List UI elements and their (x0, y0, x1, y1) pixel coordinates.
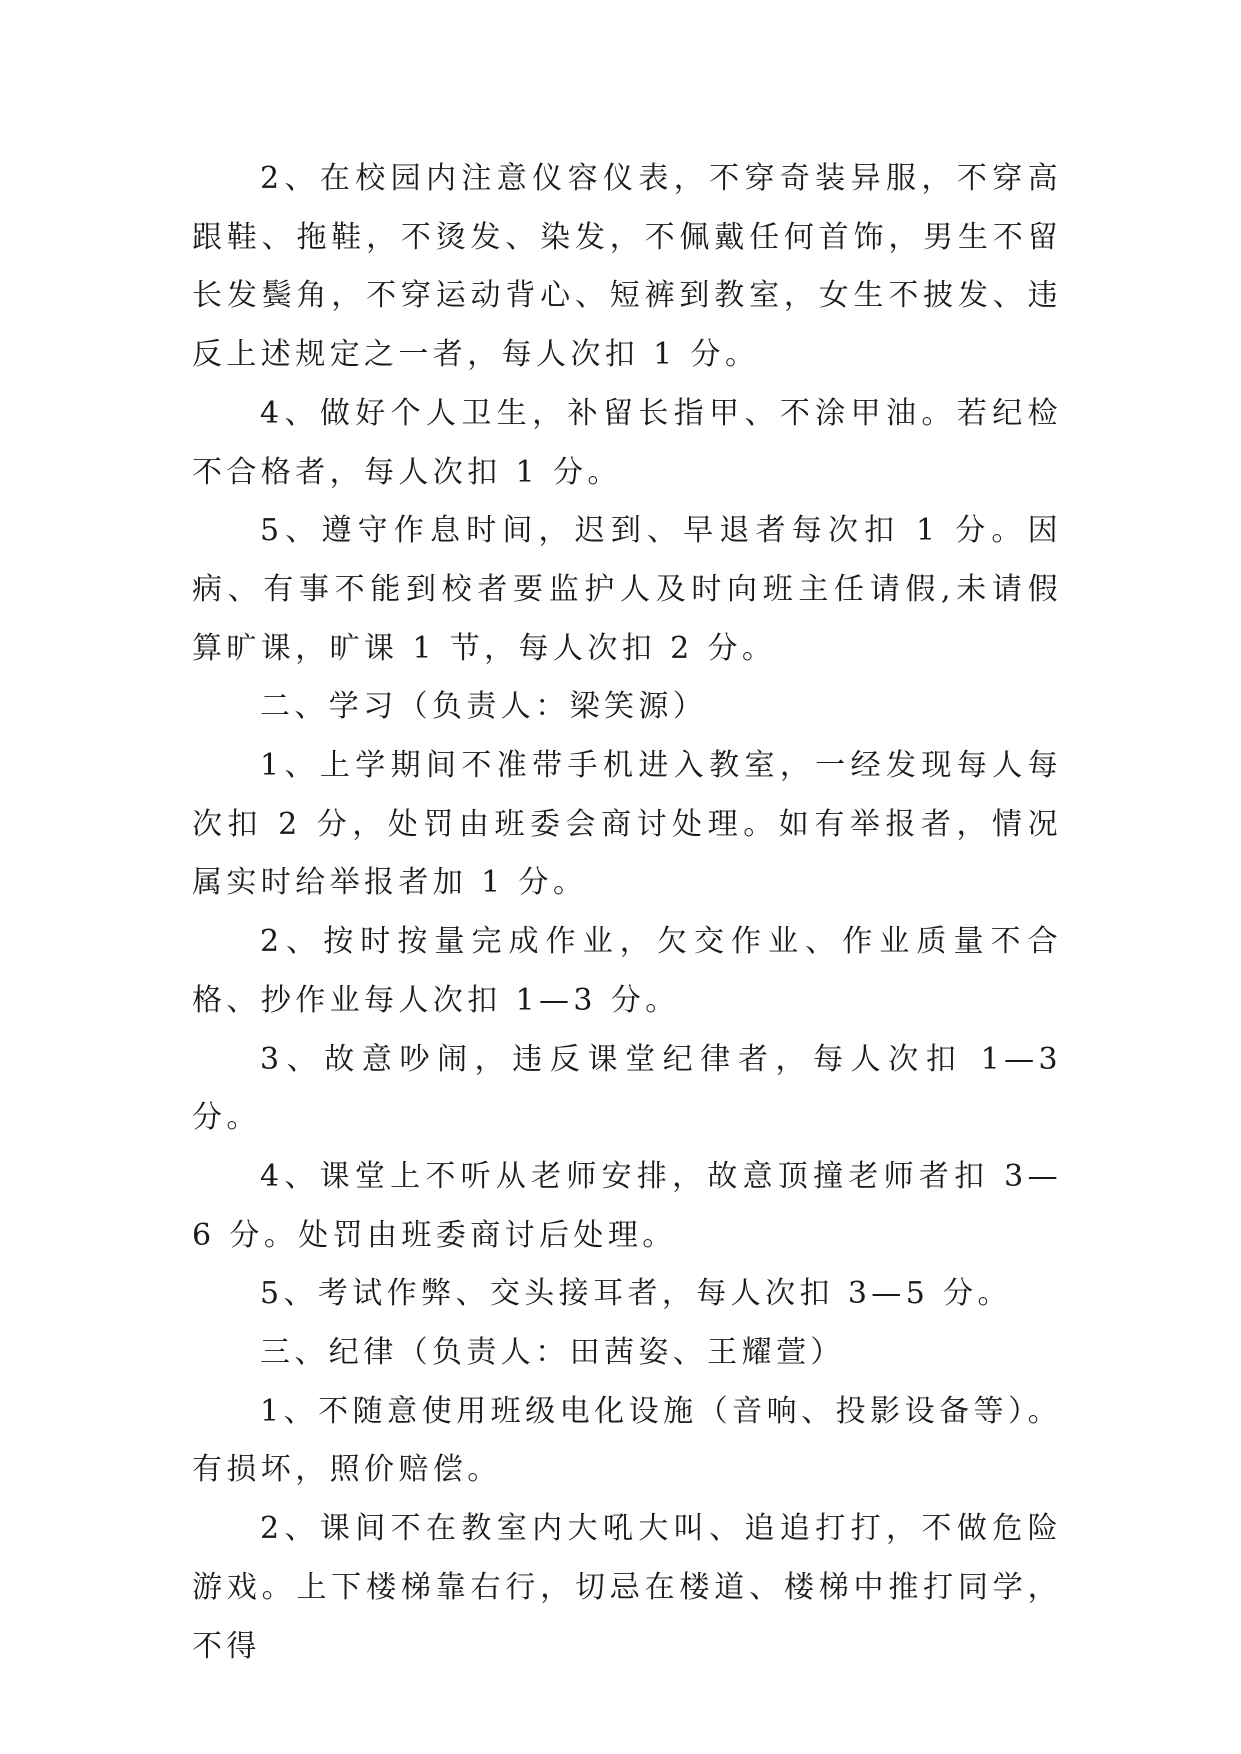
paragraph-break-time-rules: 2、课间不在教室内大吼大叫、追追打打，不做危险游戏。上下楼梯靠右行，切忌在楼道、楼梯中推打同学，不得 (192, 1511, 1062, 1664)
section-heading-discipline: 三、纪律（负责人：田茜姿、王耀萱） (260, 1335, 845, 1371)
paragraph-noise-rules: 3、故意吵闹，违反课堂纪律者，每人次扣 1—3 分。 (192, 1041, 1062, 1136)
paragraph-hygiene-rules: 4、做好个人卫生，补留长指甲、不涂甲油。若纪检不合格者，每人次扣 1 分。 (192, 395, 1062, 490)
paragraph-equipment-rules: 1、不随意使用班级电化设施（音响、投影设备等）。有损坏，照价赔偿。 (192, 1393, 1062, 1488)
paragraph-attendance-rules: 5、遵守作息时间，迟到、早退者每次扣 1 分。因病、有事不能到校者要监护人及时向班主任请假,未请假算旷课，旷课 1 节，每人次扣 2 分。 (192, 513, 1062, 666)
paragraph-exam-rules: 5、考试作弊、交头接耳者，每人次扣 3—5 分。 (260, 1276, 1012, 1312)
section-heading-study: 二、学习（负责人：梁笑源） (260, 689, 708, 725)
paragraph-appearance-rules: 2、在校园内注意仪容仪表，不穿奇装异服，不穿高跟鞋、拖鞋，不烫发、染发，不佩戴任何首饰，男生不留长发鬓角，不穿运动背心、短裤到教室，女生不披发、违反上述规定之一者，每人次扣 1 分。 (192, 161, 1062, 373)
paragraph-classroom-conduct-rules: 4、课堂上不听从老师安排，故意顶撞老师者扣 3—6 分。处罚由班委商讨后处理。 (192, 1158, 1062, 1253)
paragraph-phone-rules: 1、上学期间不准带手机进入教室，一经发现每人每次扣 2 分，处罚由班委会商讨处理。如有举报者，情况属实时给举报者加 1 分。 (192, 748, 1062, 901)
document-body (192, 150, 1062, 1676)
paragraph-homework-rules: 2、按时按量完成作业，欠交作业、作业质量不合格、抄作业每人次扣 1—3 分。 (192, 924, 1062, 1018)
